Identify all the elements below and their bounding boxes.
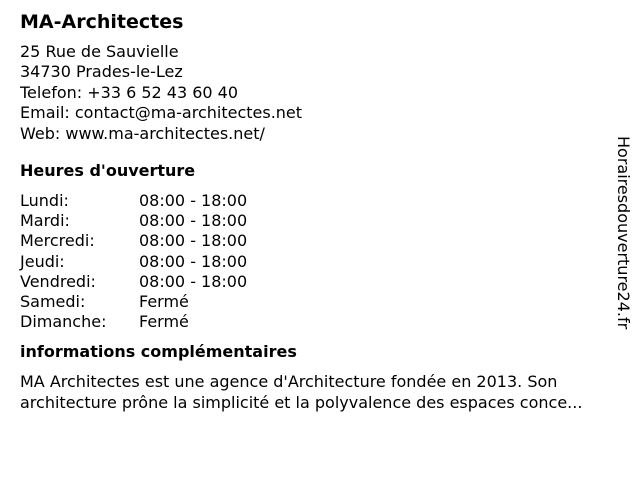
day-time: 08:00 - 18:00 bbox=[139, 231, 248, 251]
address-city: 34730 Prades-le-Lez bbox=[20, 62, 183, 82]
day-time: Fermé bbox=[139, 312, 189, 332]
hours-row-sunday bbox=[20, 312, 610, 332]
description-line-2: architecture prône la simplicité et la polyvalence des espaces conce... bbox=[20, 392, 583, 412]
day-label: Lundi: bbox=[20, 191, 69, 211]
day-label: Dimanche: bbox=[20, 312, 107, 332]
day-time: 08:00 - 18:00 bbox=[139, 271, 248, 291]
hours-row-monday bbox=[20, 191, 610, 211]
business-card bbox=[20, 10, 610, 413]
day-time: 08:00 - 18:00 bbox=[139, 211, 248, 231]
day-label: Vendredi: bbox=[20, 271, 96, 291]
day-time: Fermé bbox=[139, 292, 189, 312]
day-time: 08:00 - 18:00 bbox=[139, 191, 248, 211]
hours-row-friday bbox=[20, 272, 610, 292]
hours-row-saturday bbox=[20, 292, 610, 312]
day-time: 08:00 - 18:00 bbox=[139, 251, 248, 271]
hours-heading: Heures d'ouverture bbox=[20, 161, 196, 181]
email-text: Email: contact@ma-architectes.net bbox=[20, 103, 303, 123]
hours-row-wednesday bbox=[20, 231, 610, 251]
description-line-1: MA Architectes est une agence d'Architecture fondée en 2013. Son bbox=[20, 372, 558, 392]
phone-text: Telefon: +33 6 52 43 60 40 bbox=[20, 82, 239, 102]
contact-block bbox=[20, 42, 610, 144]
watermark-site-name: Horairesdouverture24.fr bbox=[614, 136, 633, 330]
hours-table bbox=[20, 191, 610, 332]
website-text: Web: www.ma-architectes.net/ bbox=[20, 123, 265, 143]
hours-row-tuesday bbox=[20, 211, 610, 231]
day-label: Mardi: bbox=[20, 211, 70, 231]
address-street: 25 Rue de Sauvielle bbox=[20, 42, 179, 61]
hours-row-thursday bbox=[20, 252, 610, 272]
info-description bbox=[20, 372, 620, 413]
business-name: MA-Architectes bbox=[20, 11, 184, 33]
day-label: Samedi: bbox=[20, 292, 86, 312]
day-label: Jeudi: bbox=[20, 251, 65, 271]
day-label: Mercredi: bbox=[20, 231, 95, 251]
info-heading: informations complémentaires bbox=[20, 342, 297, 362]
